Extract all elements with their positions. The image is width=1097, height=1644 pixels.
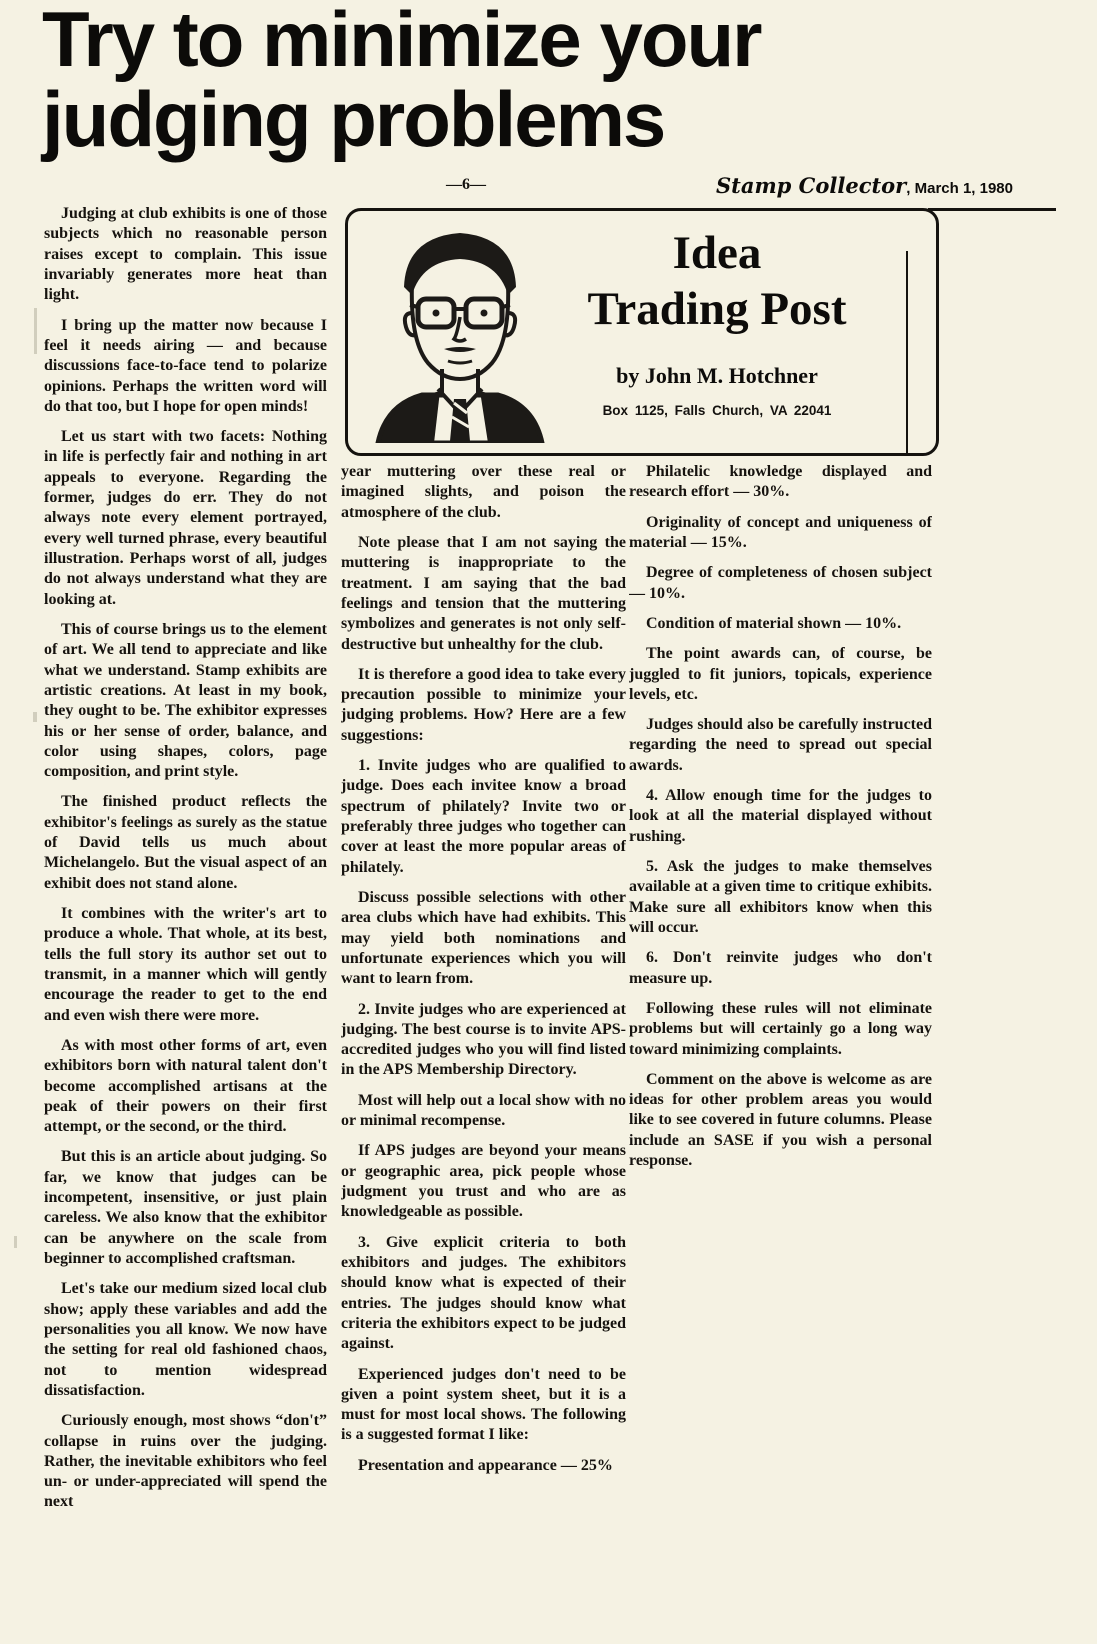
paragraph: 3. Give explicit criteria to both exhibitors and judges. The exhibitors should know what is expected of their entries. The judges should know what criteria the exhibitors expect to be judged against.: [341, 1233, 626, 1353]
publication-logo: Stamp Collector: [715, 173, 907, 198]
headline-line2: judging problems: [42, 74, 665, 163]
column-title: [548, 225, 886, 338]
paragraph: But this is an article about judging. So far, we know that judges can be incompetent, insensitive, or just plain careless. We also know that the exhibitor can be anywhere on the scale from beginner to accomplished craftsman.: [44, 1148, 327, 1267]
article-headline: [42, 0, 902, 163]
header-rule: [928, 208, 1056, 211]
byline: by John M. Hotchner: [616, 363, 818, 388]
paragraph: Note please that I am not saying the muttering is inappropriate to the treatment. I am saying that the bad feelings and tension that the muttering symbolizes and generates is not only self-destructive but unhealthy for the club.: [341, 533, 626, 653]
paragraph: Let us start with two facets: Nothing in life is perfectly fair and nothing in art appeals to everyone. Regarding the former, judges do err. They do not always note every element portrayed, every well turned phrase, every beautiful illustration. Perhaps worst of all, judges do not always understand what they are looking at.: [44, 428, 327, 608]
paragraph: 1. Invite judges who are qualified to judge. Does each invitee know a broad spectrum of philately? Invite two or preferably three judges who together can cover at least the more popular areas of philately.: [341, 757, 626, 876]
paragraph: 4. Allow enough time for the judges to look at all the material displayed without rushing.: [629, 787, 932, 845]
paragraph: The point awards can, of course, be juggled to fit juniors, topicals, experience levels, etc.: [629, 645, 932, 703]
paragraph: 6. Don't reinvite judges who don't measure up.: [629, 949, 932, 987]
paragraph: Presentation and appearance — 25%: [358, 1456, 613, 1474]
box-divider-rule: [906, 251, 908, 455]
text-column-left: [44, 204, 327, 1644]
paragraph: Let's take our medium sized local club show; apply these variables and add the personalities you all know. We now have the setting for real old fashioned chaos, not to mention widespread dissatisfaction.: [44, 1280, 327, 1399]
paragraph: Judging at club exhibits is one of those subjects which no reasonable person raises except to complain. This issue invariably generates more heat than light.: [44, 205, 327, 304]
trading-post-box: [345, 208, 939, 456]
paragraph: Philatelic knowledge displayed and research effort — 30%.: [629, 463, 932, 501]
page-number: —6—: [446, 176, 486, 193]
paragraph: It is therefore a good idea to take every precaution possible to minimize your judging problems. How? Here are a few suggestions:: [341, 665, 626, 744]
paragraph: Most will help out a local show with no or minimal recompense.: [341, 1091, 626, 1130]
headline-line1: Try to minimize your: [42, 0, 761, 83]
column-title-line1: Idea: [672, 227, 762, 279]
text-column-right: [629, 462, 932, 1644]
text-column-middle: [341, 462, 626, 1644]
paragraph: Curiously enough, most shows “don't” collapse in ruins over the judging. Rather, the inevitable exhibitors who feel un- or under-appreciated will spend the next: [44, 1412, 327, 1511]
paragraph: 2. Invite judges who are experienced at judging. The best course is to invite APS-accredited judges who you will find listed in the APS Membership Directory.: [341, 1000, 626, 1079]
issue-date: , March 1, 1980: [906, 180, 1013, 197]
paragraph: Comment on the above is welcome as are ideas for other problem areas you would like to see covered in future columns. Please include an SASE if you wish a personal response.: [629, 1070, 932, 1170]
paragraph: 5. Ask the judges to make themselves available at a given time to critique exhibits. Make sure all exhibitors know when this will occur.: [629, 858, 932, 936]
paragraph: year muttering over these real or imagined slights, and poison the atmosphere of the club.: [341, 463, 626, 521]
paragraph: Judges should also be carefully instructed regarding the need to spread out special awards.: [629, 716, 932, 774]
paragraph: Degree of completeness of chosen subject — 10%.: [629, 564, 932, 602]
paragraph: It combines with the writer's art to produce a whole. That whole, at its best, tells the full story its author set out to transmit, in a manner which will gently encourage the reader to get to the end and even wish there were more.: [44, 905, 327, 1024]
paragraph: Condition of material shown — 10%.: [646, 614, 902, 632]
author-portrait-icon: [370, 221, 550, 443]
paragraph: Experienced judges don't need to be given a point system sheet, but it is a must for most local shows. The following is a suggested format I like:: [341, 1365, 626, 1444]
paragraph: Discuss possible selections with other area clubs which have had exhibits. This may yield both nominations and unfortunate experiences which you will want to learn from.: [341, 888, 626, 988]
paragraph: As with most other forms of art, even exhibitors born with natural talent don't become accomplished artisans at the peak of their powers on their first attempt, or the second, or the third.: [44, 1036, 327, 1136]
paragraph: I bring up the matter now because I feel it needs airing — and because discussions face-to-face tend to polarize opinions. Perhaps the written word will do that too, but I hope for open minds!: [44, 316, 327, 415]
column-title-line2: Trading Post: [587, 283, 847, 336]
author-address: Box 1125, Falls Church, VA 22041: [602, 403, 832, 418]
paragraph: The finished product reflects the exhibitor's feelings as surely as the statue of David tells us much about Michelangelo. But the visual aspect of an exhibit does not stand alone.: [44, 793, 327, 892]
scan-artifact: [14, 1236, 17, 1248]
paragraph: Following these rules will not eliminate problems but will certainly go a long way toward minimizing complaints.: [629, 999, 932, 1058]
scan-artifact: [34, 308, 37, 354]
paragraph: Originality of concept and uniqueness of material — 15%.: [629, 513, 932, 551]
paragraph: If APS judges are beyond your means or geographic area, pick people whose judgment you trust and who are as knowledgeable as possible.: [341, 1142, 626, 1221]
masthead: [716, 173, 1013, 198]
paragraph: This of course brings us to the element of art. We all tend to appreciate and like what we understand. Stamp exhibits are artistic creations. At least in my book, they ought to be. The exhibitor expresses his or her sense of order, balance, and color using shapes, colors, page composition, and print style.: [44, 620, 327, 781]
scan-artifact: [33, 712, 37, 722]
